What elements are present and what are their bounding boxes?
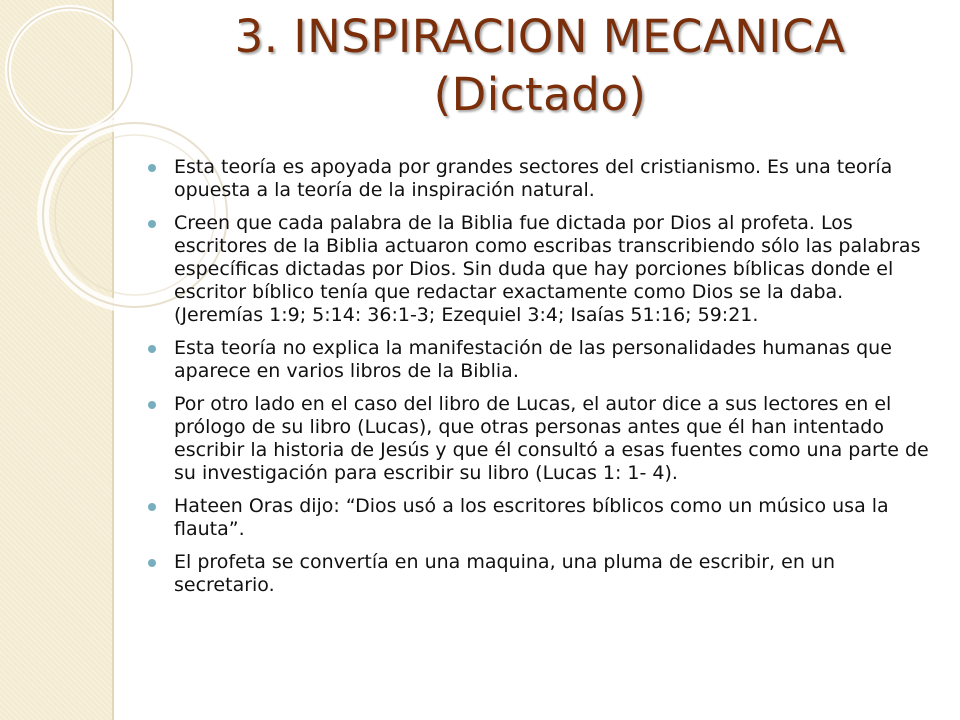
bullet-list (148, 156, 938, 607)
bullet-item (148, 551, 938, 597)
slide-title-line-2: (Dictado) (433, 68, 647, 121)
bullet-text: Por otro lado en el caso del libro de Lucas, el autor dice a sus lectores en el prólogo de su libro (Lucas), que otras personas antes que él han intentado escribir la historia de Jesús y que él consultó a esas fuentes como una parte de su investigación para escribir su libro (Lucas 1: 1- 4). (174, 393, 929, 484)
bullet-dot-icon (148, 345, 156, 353)
bullet-item (148, 156, 938, 202)
bullet-text: El profeta se convertía en una maquina, una pluma de escribir, en un secretario. (174, 551, 835, 596)
bullet-dot-icon (148, 503, 156, 511)
bullet-item (148, 495, 938, 541)
bullet-text: Esta teoría es apoyada por grandes sectores del cristianismo. Es una teoría opuesta a la teoría de la inspiración natural. (174, 156, 893, 201)
bullet-item (148, 393, 938, 485)
bullet-text: Hateen Oras dijo: “Dios usó a los escritores bíblicos como un músico usa la flauta”. (174, 495, 889, 540)
slide-title-line-1: 3. INSPIRACION MECANICA (234, 10, 846, 63)
bullet-dot-icon (148, 164, 156, 172)
bullet-item (148, 337, 938, 383)
bullet-text: Creen que cada palabra de la Biblia fue dictada por Dios al profeta. Los escritores de la Biblia actuaron como escribas transcribiendo sólo las palabras específicas dictadas por Dios. Sin duda que hay porciones bíblicas donde el escritor bíblico tenía que redactar exactamente como Dios se la daba. (Jeremías 1:9; 5:14: 36:1-3; Ezequiel 3:4; Isaías 51:16; 59:21. (174, 212, 921, 326)
bullet-text: Esta teoría no explica la manifestación de las personalidades humanas que aparece en varios libros de la Biblia. (174, 337, 892, 382)
bullet-dot-icon (148, 559, 156, 567)
bullet-item (148, 212, 938, 327)
bullet-dot-icon (148, 401, 156, 409)
slide-title (120, 8, 960, 124)
bullet-dot-icon (148, 220, 156, 228)
